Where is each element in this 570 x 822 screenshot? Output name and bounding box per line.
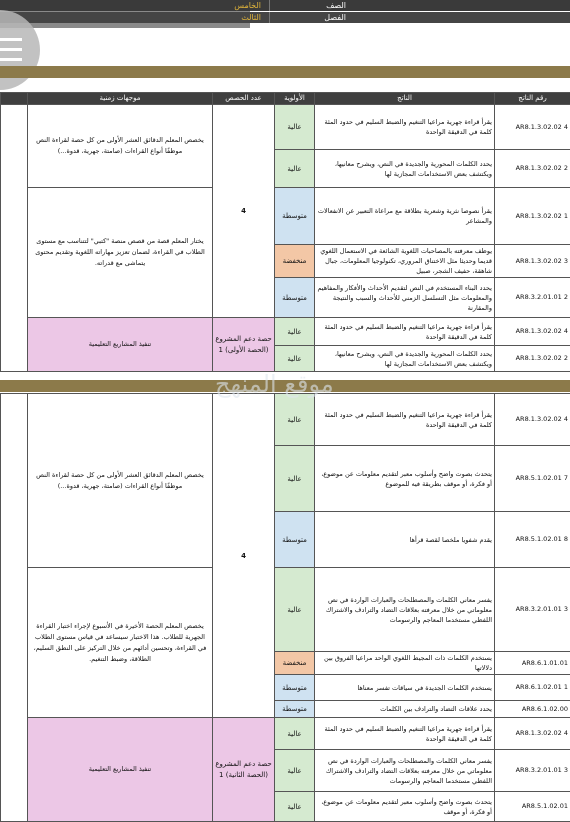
outcome-text: يفسر معاني الكلمات والمصطلحات والعبارات الواردة في نص معلوماتي من خلال معرفته بعلاقات التضاد والترادف والاشتراك اللفظي مستخدما المعاجم والرسومات: [315, 568, 495, 652]
outcome-code: AR8.3.2.01.01 3: [495, 568, 570, 652]
section-divider: [0, 66, 570, 78]
outcome-text: يحدد الكلمات المحورية والجديدة في النص، ويشرح معانيها، ويكتشف بعض الاستخدامات المجازية لها: [315, 346, 495, 372]
plan-table-section-2: [0, 393, 570, 822]
outcome-text: يقرأ قراءة جهرية مراعيا التنغيم والضبط السليم في حدود المئة كلمة في الدقيقة الواحدة: [315, 718, 495, 750]
outcome-code: AR8.6.1.02.01 1: [495, 675, 570, 701]
outcome-code: AR8.1.3.02.02 2: [495, 150, 570, 188]
outcome-code: AR8.1.3.02.02 1: [495, 188, 570, 245]
outcome-text: يحدد الكلمات المحورية والجديدة في النص، ويشرح معانيها، ويكتشف بعض الاستخدامات المجازية لها: [315, 150, 495, 188]
outcome-text: يتحدث بصوت واضح وأسلوب معبر لتقديم معلومات عن موضوع، أو فكرة، أو موقف بطريقة فيه للموضوع: [315, 446, 495, 512]
outcome-code: AR8.1.3.02.02 2: [495, 346, 570, 372]
priority-badge: متوسطة: [275, 278, 315, 318]
period-count: 4: [213, 394, 275, 718]
outcome-code: AR8.1.3.02.02 4: [495, 718, 570, 750]
table-row: [1, 718, 570, 750]
edge-cell: [1, 105, 28, 372]
outcome-text: يقدم شفويا ملخصا لقصة قرأها: [315, 512, 495, 568]
period-count: 4: [213, 105, 275, 318]
outcome-text: يقرأ قراءة جهرية مراعيا التنغيم والضبط السليم في حدود المئة كلمة في الدقيقة الواحدة: [315, 318, 495, 346]
outcome-text: يتحدث بصوت واضح وأسلوب معبر لتقديم معلومات عن موضوع، أو فكرة، أو موقف: [315, 792, 495, 822]
menu-icon-line: [0, 58, 22, 61]
plan-table-section-1: [0, 92, 570, 372]
outcome-code: AR8.1.3.02.02 4: [495, 394, 570, 446]
priority-badge: متوسطة: [275, 512, 315, 568]
guidance-text: يخصص المعلم الدقائق العشر الأولى من كل حصة لقراءة النص موظفًا أنواع القراءات (صامتة، جهرية، قدوة...): [28, 105, 213, 188]
header-divider: [269, 0, 270, 11]
col-priority: الأولوية: [275, 93, 315, 105]
edge-cell: [1, 394, 28, 822]
outcome-text: يستخدم الكلمات ذات المجيط اللغوي الواحد مراعيا الفروق بين دلالاتها: [315, 652, 495, 675]
outcome-code: AR8.3.2.01.01 3: [495, 750, 570, 792]
outcome-text: يقرأ قراءة جهرية مراعيا التنغيم والضبط السليم في حدود المئة كلمة في الدقيقة الواحدة: [315, 394, 495, 446]
table-row: [1, 318, 570, 346]
priority-badge: عالية: [275, 150, 315, 188]
term-label: الفصل: [320, 12, 350, 23]
table-row: [1, 105, 570, 150]
outcome-code: AR8.5.1.02.01 8: [495, 512, 570, 568]
priority-badge: عالية: [275, 318, 315, 346]
table-row: [1, 568, 570, 652]
guidance-text: يخصص المعلم الدقائق العشر الأولى من كل حصة لقراءة النص موظفًا أنواع القراءات (صامتة، جهرية، قدوة...): [28, 394, 213, 568]
priority-badge: عالية: [275, 718, 315, 750]
project-period: حصة دعم المشروع (الحصة الأولى) 1: [213, 318, 275, 372]
priority-badge: عالية: [275, 446, 315, 512]
class-label: الصف: [322, 0, 350, 11]
class-value: الخامس: [230, 0, 265, 11]
menu-icon-line: [0, 38, 22, 41]
header-class-bar: [0, 0, 570, 11]
outcome-code: AR8.3.2.01.01 2: [495, 278, 570, 318]
outcome-code: AR8.6.1.02.00: [495, 701, 570, 718]
guidance-projects: تنفيذ المشاريع التعليمية: [28, 718, 213, 822]
header-divider: [269, 12, 270, 23]
outcome-code: AR8.5.1.02.01 7: [495, 446, 570, 512]
outcome-code: AR8.1.3.02.02 3: [495, 245, 570, 278]
table-header-row: [1, 93, 570, 105]
col-guidance: موجهات زمنية: [28, 93, 213, 105]
outcome-text: يحدد البناء المستخدم في النص لتقديم الأحداث والأفكار والمفاهيم والمعلومات مثل التسلسل الزمني للأحداث والسبب والنتيجة والمقارنة: [315, 278, 495, 318]
col-periods: عدد الحصص: [213, 93, 275, 105]
outcome-text: يوظف معرفته بالمصاحبات اللغوية الشائعة في الاستعمال اللغوي قديما وحديثا مثل الاختناق المروري، تكنولوجيا المعلومات، جبال شاهقة، حفيف الشجر، صبيل: [315, 245, 495, 278]
table-row: [1, 188, 570, 245]
priority-badge: عالية: [275, 346, 315, 372]
outcome-code: AR8.1.3.02.02 4: [495, 318, 570, 346]
outcome-text: يحدد علاقات التضاد والترادف بين الكلمات: [315, 701, 495, 718]
guidance-text: يخصص المعلم الحصة الأخيرة في الأسبوع لإجراء اختبار القراءة الجهرية للطلاب. هذا الاختبار سيساعد في قياس مستوى الطلاب في القراءة، وتحسين أدائهم من خلال التركيز على النطق السليم، الطلاقة، وضبط التنغيم.: [28, 568, 213, 718]
priority-badge: متوسطة: [275, 675, 315, 701]
guidance-projects: تنفيذ المشاريع التعليمية: [28, 318, 213, 372]
header-term-bar: [0, 12, 570, 23]
priority-badge: عالية: [275, 792, 315, 822]
col-code: رقم الناتج: [495, 93, 570, 105]
outcome-text: يستخدم الكلمات الجديدة في سياقات تفسر معناها: [315, 675, 495, 701]
outcome-code: AR8.6.1.01.01: [495, 652, 570, 675]
priority-badge: منخفضة: [275, 652, 315, 675]
outcome-code: AR8.5.1.02.01: [495, 792, 570, 822]
section-divider: [0, 380, 570, 392]
menu-icon-line: [0, 48, 22, 51]
site-watermark: موقع المنهج: [215, 370, 334, 398]
priority-badge: متوسطة: [275, 188, 315, 245]
priority-badge: عالية: [275, 105, 315, 150]
outcome-text: يقرأ نصوصا نثرية وشعرية بطلاقة مع مراعاة التعبير عن الانفعالات والمشاعر: [315, 188, 495, 245]
col-edge: [1, 93, 28, 105]
guidance-text: يختار المعلم قصة من قصص منصة "كتبي" لتتناسب مع مستوى الطلاب في القراءة، لضمان تعزيز مهاراته اللغوية وتقديم محتوى يتماشى مع قدراته.: [28, 188, 213, 318]
outcome-text: يقرأ قراءة جهرية مراعيا التنغيم والضبط السليم في حدود المئة كلمة في الدقيقة الواحدة: [315, 105, 495, 150]
priority-badge: منخفضة: [275, 245, 315, 278]
outcome-code: AR8.1.3.02.02 4: [495, 105, 570, 150]
priority-badge: عالية: [275, 568, 315, 652]
project-period: حصة دعم المشروع (الحصة الثانية) 1: [213, 718, 275, 822]
priority-badge: متوسطة: [275, 701, 315, 718]
priority-badge: عالية: [275, 394, 315, 446]
table-row: [1, 394, 570, 446]
term-value: الثالث: [237, 12, 265, 23]
priority-badge: عالية: [275, 750, 315, 792]
col-outcome: الناتج: [315, 93, 495, 105]
outcome-text: يفسر معاني الكلمات والمصطلحات والعبارات الواردة في نص معلوماتي من خلال معرفته بعلاقات التضاد والترادف والاشتراك اللفظي مستخدما المعاجم والرسومات: [315, 750, 495, 792]
